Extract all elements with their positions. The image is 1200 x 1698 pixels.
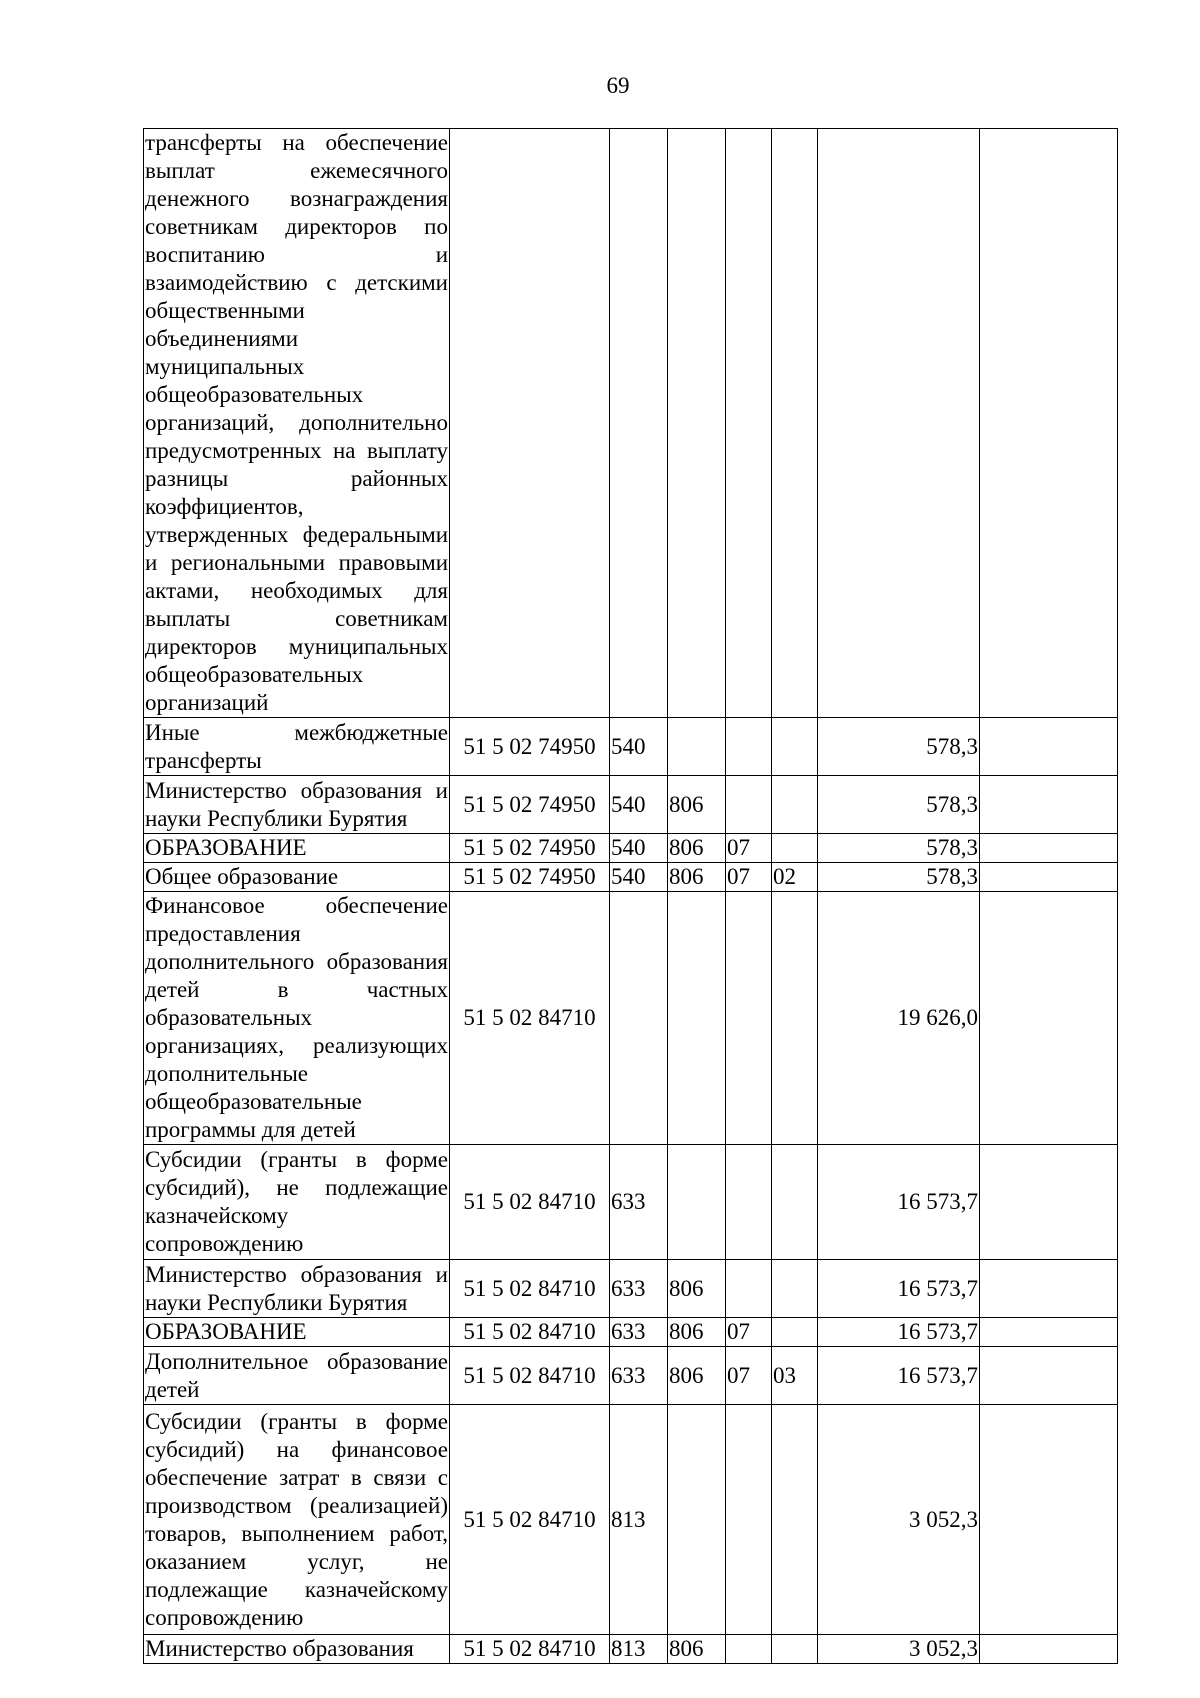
cell-extra (980, 863, 1118, 892)
cell-amount: 3 052,3 (818, 1405, 980, 1635)
cell-expense-type: 540 (610, 718, 668, 776)
cell-administrator: 806 (668, 1318, 726, 1347)
cell-amount: 19 626,0 (818, 892, 980, 1145)
cell-target-article: 51 5 02 74950 (450, 776, 610, 834)
cell-subsection (772, 718, 818, 776)
cell-expense-type: 540 (610, 776, 668, 834)
table-row (144, 1405, 1118, 1635)
cell-expense-type: 813 (610, 1405, 668, 1635)
cell-extra (980, 1145, 1118, 1260)
cell-administrator: 806 (668, 863, 726, 892)
table-row (144, 863, 1118, 892)
cell-extra (980, 1405, 1118, 1635)
cell-amount: 578,3 (818, 718, 980, 776)
table-row (144, 1318, 1118, 1347)
cell-extra (980, 1347, 1118, 1405)
cell-administrator (668, 892, 726, 1145)
cell-name: трансферты на обеспечение выплат ежемесячного денежного вознаграждения советникам директоров по воспитанию и взаимодействию с детскими общественными объединениями муниципальных общеобразовательных организаций, дополнительно предусмотренных на выплату разницы районных коэффициентов, утвержденных федеральными и региональными правовыми актами, необходимых для выплаты советникам директоров муниципальных общеобразовательных организаций (144, 129, 450, 718)
cell-extra (980, 834, 1118, 863)
cell-target-article: 51 5 02 84710 (450, 892, 610, 1145)
cell-section (726, 718, 772, 776)
cell-subsection (772, 129, 818, 718)
cell-section: 07 (726, 1347, 772, 1405)
cell-administrator (668, 718, 726, 776)
cell-target-article: 51 5 02 84710 (450, 1145, 610, 1260)
cell-amount: 16 573,7 (818, 1318, 980, 1347)
cell-extra (980, 718, 1118, 776)
cell-amount (818, 129, 980, 718)
cell-extra (980, 892, 1118, 1145)
table-row (144, 892, 1118, 1145)
table-row (144, 834, 1118, 863)
cell-subsection: 03 (772, 1347, 818, 1405)
cell-target-article: 51 5 02 84710 (450, 1318, 610, 1347)
cell-expense-type: 633 (610, 1260, 668, 1318)
cell-name: Дополнительное образование детей (144, 1347, 450, 1405)
cell-subsection (772, 1405, 818, 1635)
cell-expense-type: 813 (610, 1635, 668, 1664)
cell-amount: 3 052,3 (818, 1635, 980, 1664)
cell-section (726, 129, 772, 718)
cell-expense-type: 540 (610, 834, 668, 863)
cell-section (726, 1260, 772, 1318)
cell-target-article: 51 5 02 74950 (450, 863, 610, 892)
cell-target-article (450, 129, 610, 718)
cell-subsection (772, 1318, 818, 1347)
cell-amount: 16 573,7 (818, 1145, 980, 1260)
cell-name: Субсидии (гранты в форме субсидий), не подлежащие казначейскому сопровождению (144, 1145, 450, 1260)
cell-section (726, 1405, 772, 1635)
cell-subsection (772, 892, 818, 1145)
cell-target-article: 51 5 02 84710 (450, 1635, 610, 1664)
cell-subsection (772, 1145, 818, 1260)
budget-table (143, 128, 1118, 1664)
cell-expense-type (610, 129, 668, 718)
cell-expense-type (610, 892, 668, 1145)
cell-extra (980, 1318, 1118, 1347)
cell-amount: 578,3 (818, 863, 980, 892)
cell-administrator: 806 (668, 1347, 726, 1405)
cell-target-article: 51 5 02 84710 (450, 1347, 610, 1405)
cell-expense-type: 540 (610, 863, 668, 892)
cell-amount: 578,3 (818, 834, 980, 863)
table-row (144, 129, 1118, 718)
cell-section (726, 1635, 772, 1664)
cell-administrator: 806 (668, 1635, 726, 1664)
cell-target-article: 51 5 02 74950 (450, 718, 610, 776)
cell-name: ОБРАЗОВАНИЕ (144, 1318, 450, 1347)
cell-name: Министерство образования и науки Республики Бурятия (144, 776, 450, 834)
cell-subsection (772, 776, 818, 834)
cell-target-article: 51 5 02 84710 (450, 1260, 610, 1318)
cell-target-article: 51 5 02 74950 (450, 834, 610, 863)
cell-name: Министерство образования и науки Республики Бурятия (144, 1260, 450, 1318)
cell-expense-type: 633 (610, 1347, 668, 1405)
cell-name: Субсидии (гранты в форме субсидий) на финансовое обеспечение затрат в связи с производством (реализацией) товаров, выполнением работ, оказанием услуг, не подлежащие казначейскому сопровождению (144, 1405, 450, 1635)
cell-extra (980, 129, 1118, 718)
cell-section: 07 (726, 834, 772, 863)
cell-expense-type: 633 (610, 1145, 668, 1260)
table-row (144, 1635, 1118, 1664)
cell-subsection (772, 834, 818, 863)
cell-administrator (668, 1145, 726, 1260)
cell-administrator: 806 (668, 776, 726, 834)
cell-section: 07 (726, 1318, 772, 1347)
cell-administrator: 806 (668, 1260, 726, 1318)
cell-section (726, 776, 772, 834)
cell-extra (980, 1260, 1118, 1318)
cell-administrator (668, 129, 726, 718)
cell-name: Министерство образования (144, 1635, 450, 1664)
table-row (144, 718, 1118, 776)
cell-extra (980, 1635, 1118, 1664)
cell-name: Иные межбюджетные трансферты (144, 718, 450, 776)
cell-administrator: 806 (668, 834, 726, 863)
cell-name: Финансовое обеспечение предоставления дополнительного образования детей в частных образовательных организациях, реализующих дополнительные общеобразовательные программы для детей (144, 892, 450, 1145)
cell-name: Общее образование (144, 863, 450, 892)
cell-subsection (772, 1260, 818, 1318)
cell-expense-type: 633 (610, 1318, 668, 1347)
table-row (144, 1347, 1118, 1405)
cell-amount: 578,3 (818, 776, 980, 834)
cell-section (726, 892, 772, 1145)
cell-administrator (668, 1405, 726, 1635)
cell-amount: 16 573,7 (818, 1347, 980, 1405)
cell-amount: 16 573,7 (818, 1260, 980, 1318)
cell-target-article: 51 5 02 84710 (450, 1405, 610, 1635)
cell-section: 07 (726, 863, 772, 892)
page-number: 69 (606, 73, 630, 98)
table-row (144, 776, 1118, 834)
table-row (144, 1145, 1118, 1260)
table-row (144, 1260, 1118, 1318)
cell-subsection (772, 1635, 818, 1664)
cell-subsection: 02 (772, 863, 818, 892)
cell-extra (980, 776, 1118, 834)
cell-name: ОБРАЗОВАНИЕ (144, 834, 450, 863)
cell-section (726, 1145, 772, 1260)
